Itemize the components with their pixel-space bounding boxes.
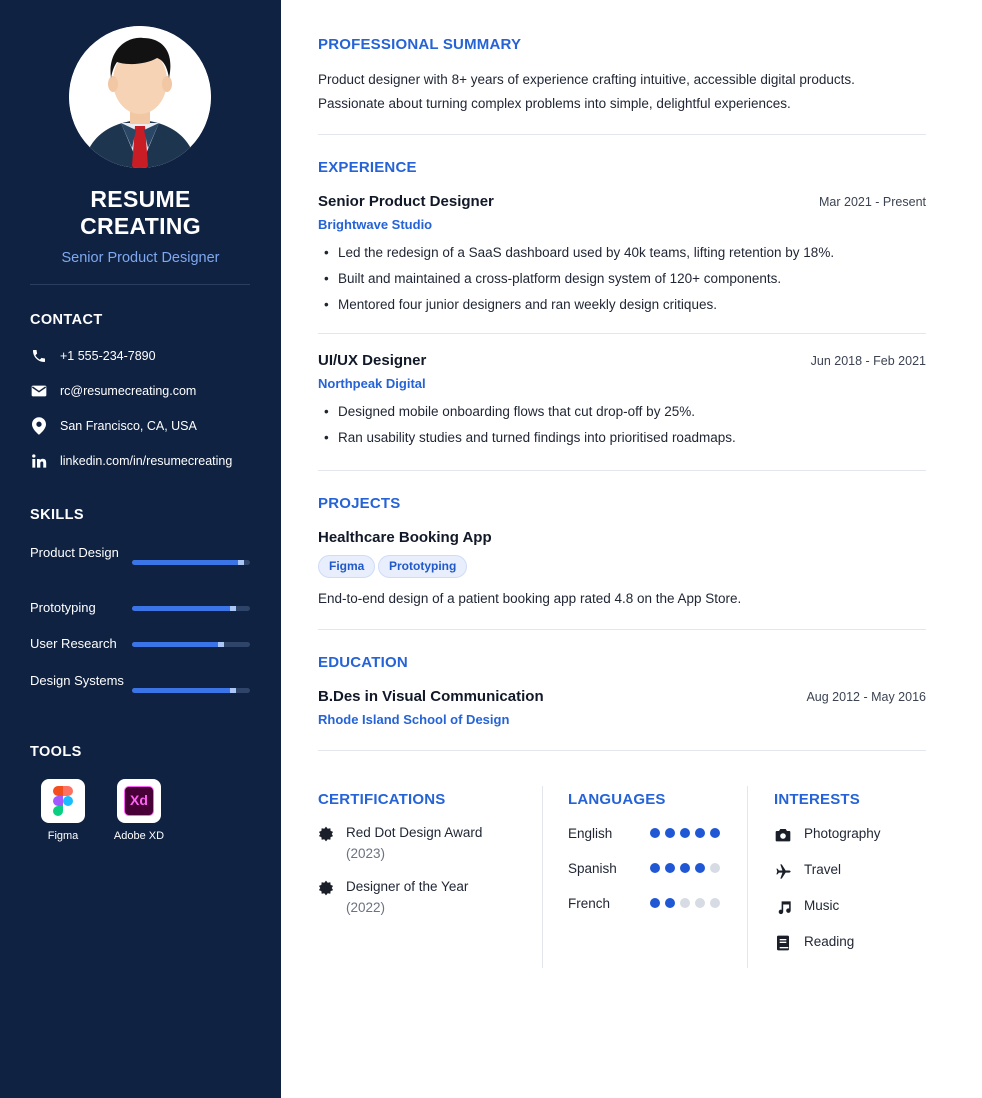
projects-heading: PROJECTS bbox=[318, 495, 401, 512]
contact-linkedin[interactable] bbox=[30, 451, 233, 471]
award-seal-icon bbox=[318, 826, 334, 842]
project-title: Healthcare Booking App bbox=[318, 529, 492, 546]
skill-bar bbox=[132, 688, 250, 693]
level-dot-filled bbox=[650, 828, 660, 838]
level-dot-filled bbox=[695, 828, 705, 838]
skill-bar-fill bbox=[132, 642, 224, 647]
interests-heading: INTERESTS bbox=[774, 791, 860, 808]
sidebar-divider bbox=[30, 284, 250, 285]
skills-heading: SKILLS bbox=[30, 507, 84, 523]
level-dot-filled bbox=[680, 828, 690, 838]
level-dot-empty bbox=[710, 863, 720, 873]
avatar bbox=[69, 26, 211, 168]
level-dot-filled bbox=[650, 863, 660, 873]
tool-figma bbox=[23, 779, 103, 842]
interest-label: Music bbox=[804, 898, 840, 913]
level-dot-filled bbox=[665, 898, 675, 908]
job-bullet: • Ran usability studies and turned findings into prioritised roadmaps. bbox=[325, 430, 736, 445]
skill-label: Prototyping bbox=[30, 600, 96, 615]
interest-label: Photography bbox=[804, 826, 881, 841]
certification-year: (2023) bbox=[346, 846, 386, 861]
candidate-name: RESUME CREATING bbox=[80, 186, 201, 239]
tool-label: Adobe XD bbox=[113, 830, 165, 842]
project-description: End-to-end design of a patient booking app rated 4.8 on the App Store. bbox=[318, 591, 742, 606]
tool-adobe-xd bbox=[99, 779, 179, 842]
level-dot-filled bbox=[695, 863, 705, 873]
job-divider bbox=[318, 333, 926, 334]
level-dot-filled bbox=[665, 863, 675, 873]
education-degree: B.Des in Visual Communication bbox=[318, 688, 544, 705]
certification-name: Designer of the Year bbox=[346, 879, 469, 894]
language-level bbox=[650, 863, 720, 873]
book-icon bbox=[774, 934, 792, 952]
job-company: Brightwave Studio bbox=[318, 217, 433, 232]
main-content bbox=[318, 0, 926, 1098]
skill-bar bbox=[132, 606, 250, 611]
phone-icon bbox=[30, 347, 48, 365]
music-note-icon bbox=[774, 898, 792, 916]
language-name: Spanish bbox=[568, 861, 617, 876]
job-dates: Jun 2018 - Feb 2021 bbox=[810, 354, 926, 368]
education-school: Rhode Island School of Design bbox=[318, 712, 510, 727]
project-tag: Prototyping bbox=[378, 555, 467, 578]
level-dot-filled bbox=[680, 863, 690, 873]
level-dot-empty bbox=[695, 898, 705, 908]
interest-label: Reading bbox=[804, 934, 855, 949]
skill-bar-marker bbox=[218, 642, 224, 647]
mail-icon bbox=[30, 382, 48, 400]
level-dot-empty bbox=[680, 898, 690, 908]
skill-bar-marker bbox=[238, 560, 244, 565]
skill-bar bbox=[132, 560, 250, 565]
adobe-xd-icon bbox=[117, 779, 161, 823]
contact-heading: CONTACT bbox=[30, 312, 103, 328]
job-bullet: • Built and maintained a cross-platform design system of 120+ components. bbox=[325, 271, 781, 286]
skill-bar-fill bbox=[132, 688, 236, 693]
airplane-icon bbox=[774, 862, 792, 880]
contact-email[interactable] bbox=[30, 381, 197, 401]
linkedin-icon bbox=[30, 452, 48, 470]
sidebar bbox=[0, 0, 281, 1098]
skill-bar-fill bbox=[132, 560, 244, 565]
certifications-heading: CERTIFICATIONS bbox=[318, 791, 446, 808]
certification-year: (2022) bbox=[346, 900, 386, 915]
column-divider bbox=[542, 786, 543, 968]
level-dot-filled bbox=[650, 898, 660, 908]
contact-text: linkedin.com/in/resumecreating bbox=[60, 454, 233, 468]
summary-heading: PROFESSIONAL SUMMARY bbox=[318, 36, 522, 53]
level-dot-filled bbox=[710, 828, 720, 838]
tool-label: Figma bbox=[47, 830, 79, 842]
contact-phone[interactable] bbox=[30, 346, 156, 366]
interest-label: Travel bbox=[804, 862, 842, 877]
section-divider bbox=[318, 134, 926, 135]
level-dot-filled bbox=[665, 828, 675, 838]
job-bullet: • Led the redesign of a SaaS dashboard used by 40k teams, lifting retention by 18%. bbox=[325, 245, 834, 260]
section-divider bbox=[318, 629, 926, 630]
skill-bar-marker bbox=[230, 606, 236, 611]
contact-text: San Francisco, CA, USA bbox=[60, 419, 197, 433]
level-dot-empty bbox=[710, 898, 720, 908]
experience-heading: EXPERIENCE bbox=[318, 159, 417, 176]
skill-bar-marker bbox=[230, 688, 236, 693]
section-divider bbox=[318, 750, 926, 751]
language-name: English bbox=[568, 826, 613, 841]
section-divider bbox=[318, 470, 926, 471]
contact-text: +1 555-234-7890 bbox=[60, 349, 156, 363]
job-bullet: • Mentored four junior designers and ran weekly design critiques. bbox=[325, 297, 717, 312]
contact-text: rc@resumecreating.com bbox=[60, 384, 197, 398]
column-divider bbox=[747, 786, 748, 968]
language-level bbox=[650, 898, 720, 908]
language-name: French bbox=[568, 896, 611, 911]
skill-bar bbox=[132, 642, 250, 647]
project-tag: Figma bbox=[318, 555, 375, 578]
certification-name: Red Dot Design Award bbox=[346, 825, 483, 840]
education-dates: Aug 2012 - May 2016 bbox=[806, 690, 926, 704]
camera-icon bbox=[774, 826, 792, 844]
job-title: UI/UX Designer bbox=[318, 352, 427, 369]
award-seal-icon bbox=[318, 880, 334, 896]
job-company: Northpeak Digital bbox=[318, 376, 426, 391]
job-dates: Mar 2021 - Present bbox=[819, 195, 926, 209]
job-bullet: • Designed mobile onboarding flows that cut drop-off by 25%. bbox=[325, 404, 695, 419]
location-pin-icon bbox=[30, 417, 48, 435]
languages-heading: LANGUAGES bbox=[568, 791, 666, 808]
skill-label: User Research bbox=[30, 636, 117, 651]
candidate-role: Senior Product Designer bbox=[61, 250, 220, 266]
skill-bar-fill bbox=[132, 606, 236, 611]
education-heading: EDUCATION bbox=[318, 654, 408, 671]
adobe-xd-badge: Xd bbox=[124, 786, 154, 816]
figma-icon bbox=[41, 779, 85, 823]
language-level bbox=[650, 828, 720, 838]
contact-location bbox=[30, 416, 197, 436]
skill-label: Design Systems bbox=[30, 673, 124, 688]
summary-text: Product designer with 8+ years of experience crafting intuitive, accessible digital products. Passionate about turning complex problems into simple, delightful experiences. bbox=[318, 72, 855, 111]
job-title: Senior Product Designer bbox=[318, 193, 494, 210]
skill-label: Product Design bbox=[30, 545, 119, 560]
tools-heading: TOOLS bbox=[30, 744, 82, 760]
